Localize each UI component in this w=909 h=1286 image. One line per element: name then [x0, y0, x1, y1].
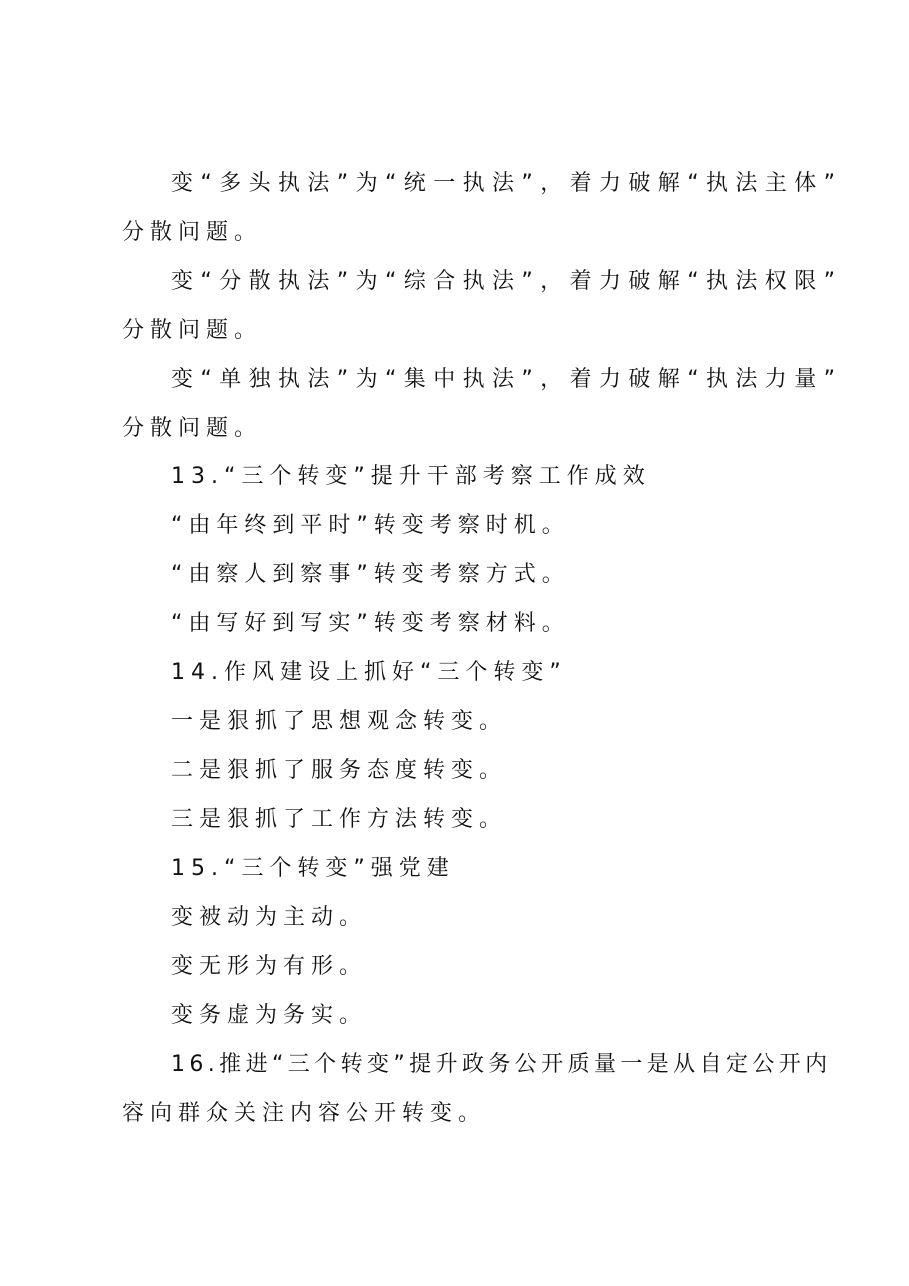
paragraph-line: 分散问题。 [122, 416, 263, 441]
paragraph-line: 变“分散执法”为“综合执法”，着力破解“执法权限” [171, 269, 843, 294]
paragraph-line: 容向群众关注内容公开转变。 [122, 1101, 487, 1126]
paragraph-line: 分散问题。 [122, 220, 263, 245]
paragraph-line: 二是狠抓了服务态度转变。 [171, 758, 508, 783]
paragraph-line: “由察人到察事”转变考察方式。 [171, 562, 570, 587]
paragraph-line: 分散问题。 [122, 318, 263, 343]
paragraph-line: 变务虚为务实。 [171, 1003, 368, 1028]
paragraph-line: “由年终到平时”转变考察时机。 [171, 513, 570, 538]
paragraph-line: 三是狠抓了工作方法转变。 [171, 807, 508, 832]
section-heading-15: 15.“三个转变”强党建 [171, 856, 455, 881]
paragraph-line: 变无形为有形。 [171, 954, 368, 979]
paragraph-line: 变“单独执法”为“集中执法”，着力破解“执法力量” [171, 367, 843, 392]
paragraph-line: 变“多头执法”为“统一执法”，着力破解“执法主体” [171, 171, 843, 196]
section-heading-16: 16.推进“三个转变”提升政务公开质量一是从自定公开内 [171, 1052, 832, 1077]
paragraph-line: “由写好到写实”转变考察材料。 [171, 611, 570, 636]
paragraph-line: 变被动为主动。 [171, 905, 368, 930]
section-heading-14: 14.作风建设上抓好“三个转变” [171, 660, 567, 685]
section-heading-13: 13.“三个转变”提升干部考察工作成效 [171, 464, 651, 489]
paragraph-line: 一是狠抓了思想观念转变。 [171, 709, 508, 734]
